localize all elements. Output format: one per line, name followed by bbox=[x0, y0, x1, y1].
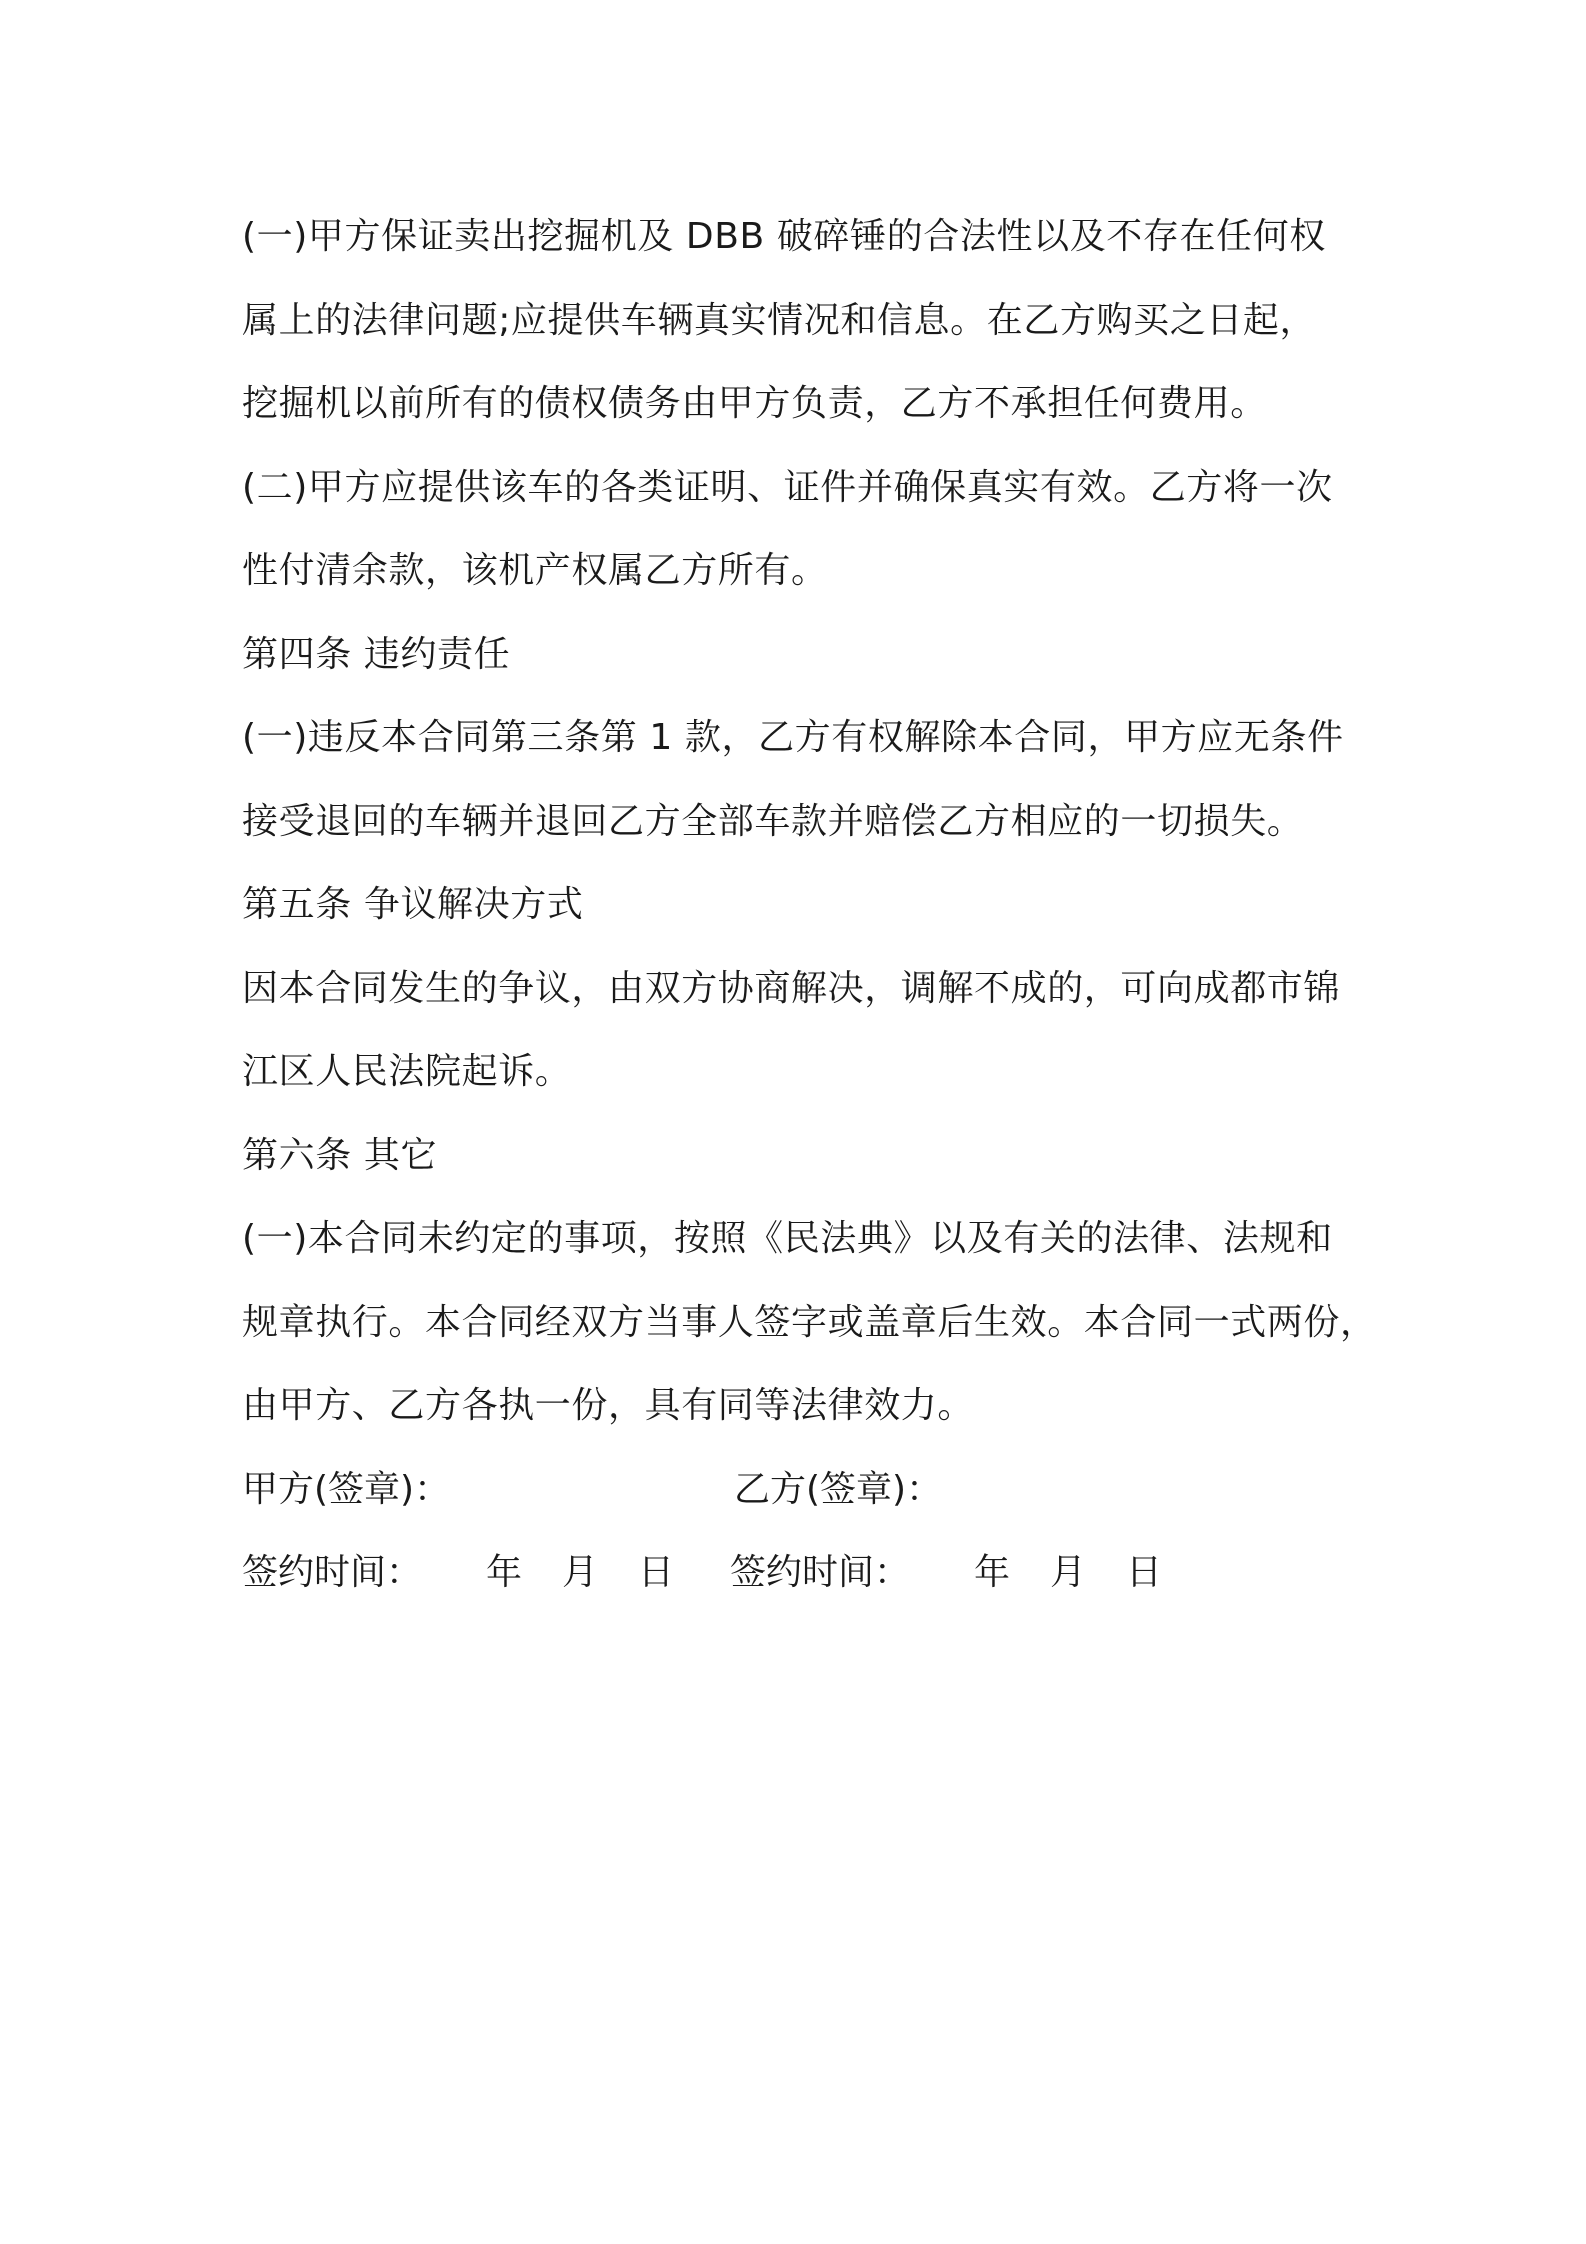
text-line: 接受退回的车辆并退回乙方全部车款并赔偿乙方相应的一切损失。 bbox=[242, 800, 1304, 842]
contract-body bbox=[242, 195, 1377, 1615]
text-line: 江区人民法院起诉。 bbox=[242, 1051, 572, 1092]
party-b-date-label: 签约时间： bbox=[730, 1552, 911, 1593]
party-a-signature-label: 甲方(签章)： bbox=[242, 1468, 451, 1510]
text-line: (一)本合同未约定的事项，按照《民法典》以及有关的法律、法规和 bbox=[242, 1218, 1333, 1259]
text-line: 挖掘机以前所有的债权债务由甲方负责，乙方不承担任何费用。 bbox=[242, 383, 1267, 424]
section-heading-article-6: 第六条 其它 bbox=[242, 1134, 438, 1176]
party-b-day: 日 bbox=[1126, 1552, 1163, 1593]
text-line: 由甲方、乙方各执一份，具有同等法律效力。 bbox=[242, 1385, 975, 1426]
section-heading-article-4: 第四条 违约责任 bbox=[242, 633, 511, 675]
signature-row bbox=[242, 1448, 1360, 1532]
party-a-month: 月 bbox=[562, 1552, 599, 1593]
text-line: 属上的法律问题;应提供车辆真实情况和信息。在乙方购买之日起， bbox=[242, 299, 1317, 341]
text-line: 性付清余款，该机产权属乙方所有。 bbox=[242, 550, 828, 591]
text-line: 因本合同发生的争议，由双方协商解决，调解不成的，可向成都市锦 bbox=[242, 967, 1341, 1009]
text-line: (二)甲方应提供该车的各类证明、证件并确保真实有效。乙方将一次 bbox=[242, 466, 1333, 508]
text-line: (一)违反本合同第三条第 1 款，乙方有权解除本合同，甲方应无条件 bbox=[242, 717, 1344, 758]
text-line: 规章执行。本合同经双方当事人签字或盖章后生效。本合同一式两份， bbox=[242, 1301, 1377, 1343]
party-a-date-label: 签约时间： bbox=[242, 1552, 423, 1593]
signing-date-row bbox=[242, 1531, 1360, 1615]
section-heading-article-5: 第五条 争议解决方式 bbox=[242, 884, 584, 925]
text-line: (一)甲方保证卖出挖掘机及 DBB 破碎锤的合法性以及不存在任何权 bbox=[242, 216, 1326, 257]
party-a-year: 年 bbox=[486, 1552, 523, 1593]
party-b-year: 年 bbox=[974, 1552, 1011, 1593]
party-b-signature-label: 乙方(签章)： bbox=[734, 1468, 943, 1510]
party-a-day: 日 bbox=[638, 1552, 675, 1593]
party-b-month: 月 bbox=[1050, 1552, 1087, 1593]
